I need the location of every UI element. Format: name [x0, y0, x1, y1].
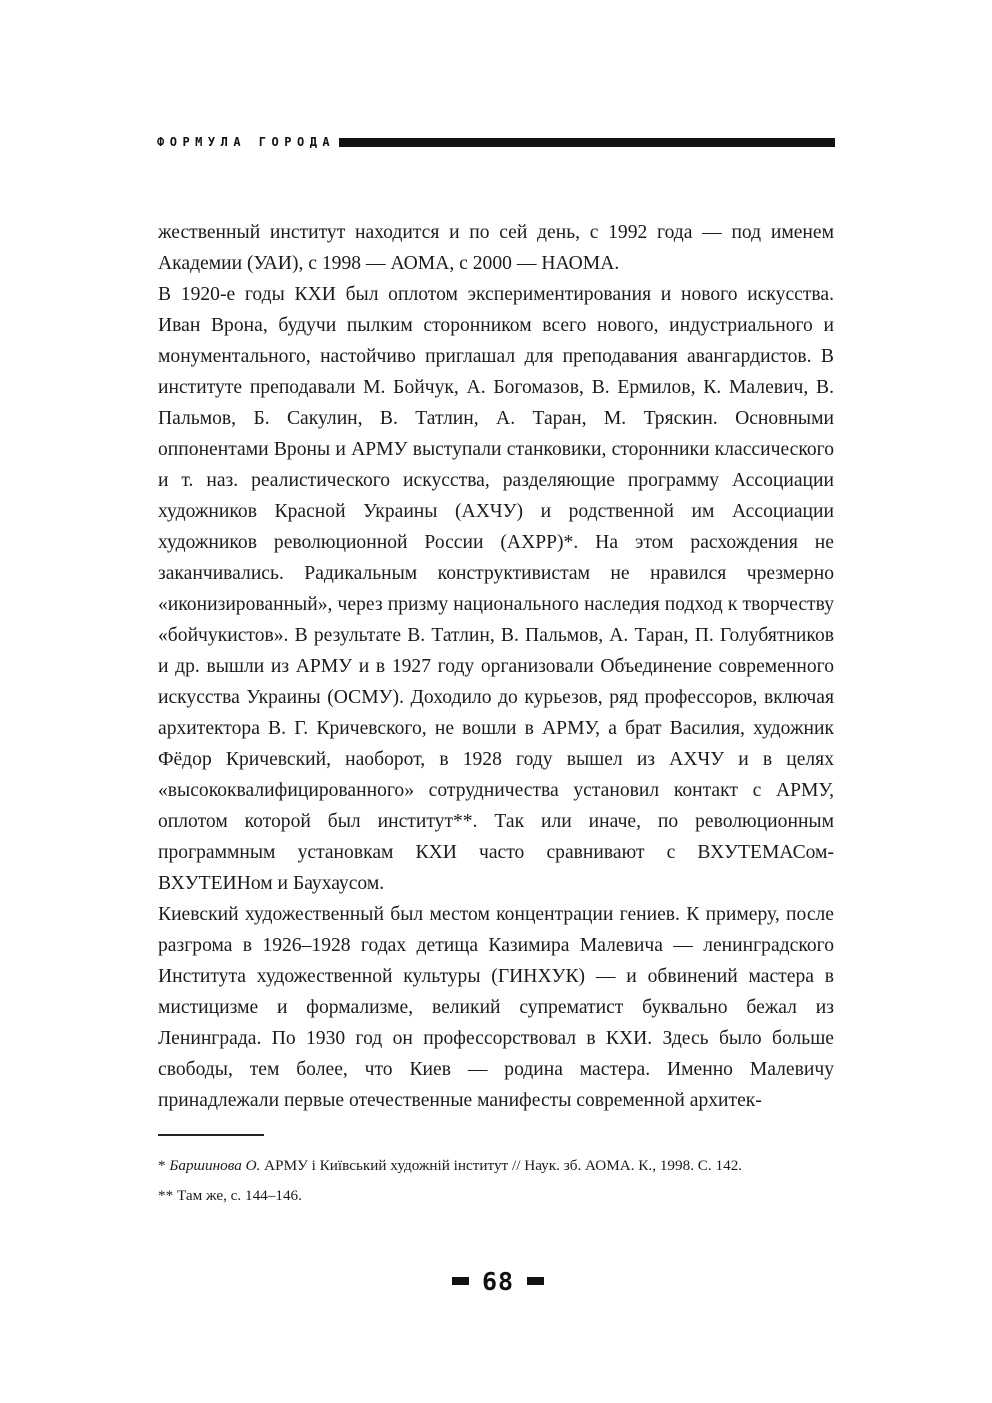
footnote [158, 1181, 834, 1211]
footnote-marker: ** [158, 1187, 177, 1204]
running-head [157, 133, 835, 151]
paragraph: В 1920-е годы КХИ был оплотом экспериментирования и нового искусства. Иван Врона, будучи пылким сторонником всего нового, индустриального и монументального, настойчиво приглашал для преподавания авангардистов. В институте преподавали М. Бойчук, А. Богомазов, В. Ермилов, К. Малевич, В. Пальмов, Б. Сакулин, В. Татлин, А. Таран, М. Тряскин. Основными оппонентами Вроны и АРМУ выступали станковики, сторонники классического и т. наз. реалистического искусства, разделяющие программу Ассоциации художников Красной Украины (АХЧУ) и родственной им Ассоциации художников революционной России (АХРР)*. На этом расхождения не заканчивались. Радикальным конструктивистам не нравился чрезмерно «иконизированный», через призму национального наследия подход к творчеству «бойчукистов». В результате В. Татлин, В. Пальмов, А. Таран, П. Голубятников и др. вышли из АРМУ и в 1927 году организовали Объединение современного искусства Украины (ОСМУ). Доходило до курьезов, ряд профессоров, включая архитектора В. Г. Кричевского, не вошли в АРМУ, а брат Василия, художник Фёдор Кричевский, наоборот, в 1928 году вышел из АХЧУ и в целях «высококвалифицированного» сотрудничества установил контакт с АРМУ, оплотом которой был институт**. Так или иначе, по революционным программным установкам КХИ часто сравнивают с ВХУТЕМАСом-ВХУТЕИНом и Баухаусом. [158, 284, 834, 894]
page-number: 68 [481, 1266, 515, 1296]
page-folio [446, 1268, 550, 1294]
footnotes [158, 1151, 834, 1211]
footnote-author: Баршинова О. [169, 1157, 261, 1174]
running-head-rule [339, 138, 835, 147]
footnote-text: АРМУ і Київський художній інститут // Наук. зб. АОМА. К., 1998. С. 142. [260, 1157, 743, 1174]
folio-bar-left [452, 1277, 469, 1285]
footnote-text: Там же, с. 144–146. [176, 1187, 302, 1204]
folio-bar-right [527, 1277, 544, 1285]
paragraph: жественный институт находится и по сей день, с 1992 года — под именем Академии (УАИ), с 1998 — АОМА, с 2000 — НАОМА. [158, 222, 834, 274]
paragraph: Киевский художественный был местом концентрации гениев. К примеру, после разгрома в 1926–1928 годах детища Казимира Малевича — ленинградского Института художественной культуры (ГИНХУК) — и обвинений мастера в мистицизме и формализме, великий супрематист буквально бежал из Ленинграда. По 1930 год он профессорствовал в КХИ. Здесь было больше свободы, тем более, что Киев — родина мастера. Именно Малевичу принадлежали первые отечественные манифесты современной архитек- [158, 904, 834, 1111]
footnote-separator [158, 1134, 264, 1136]
footnote [158, 1151, 834, 1181]
running-head-title: ФОРМУЛА ГОРОДА [157, 135, 336, 149]
body-text [158, 217, 834, 1116]
footnote-marker: * [158, 1157, 170, 1174]
